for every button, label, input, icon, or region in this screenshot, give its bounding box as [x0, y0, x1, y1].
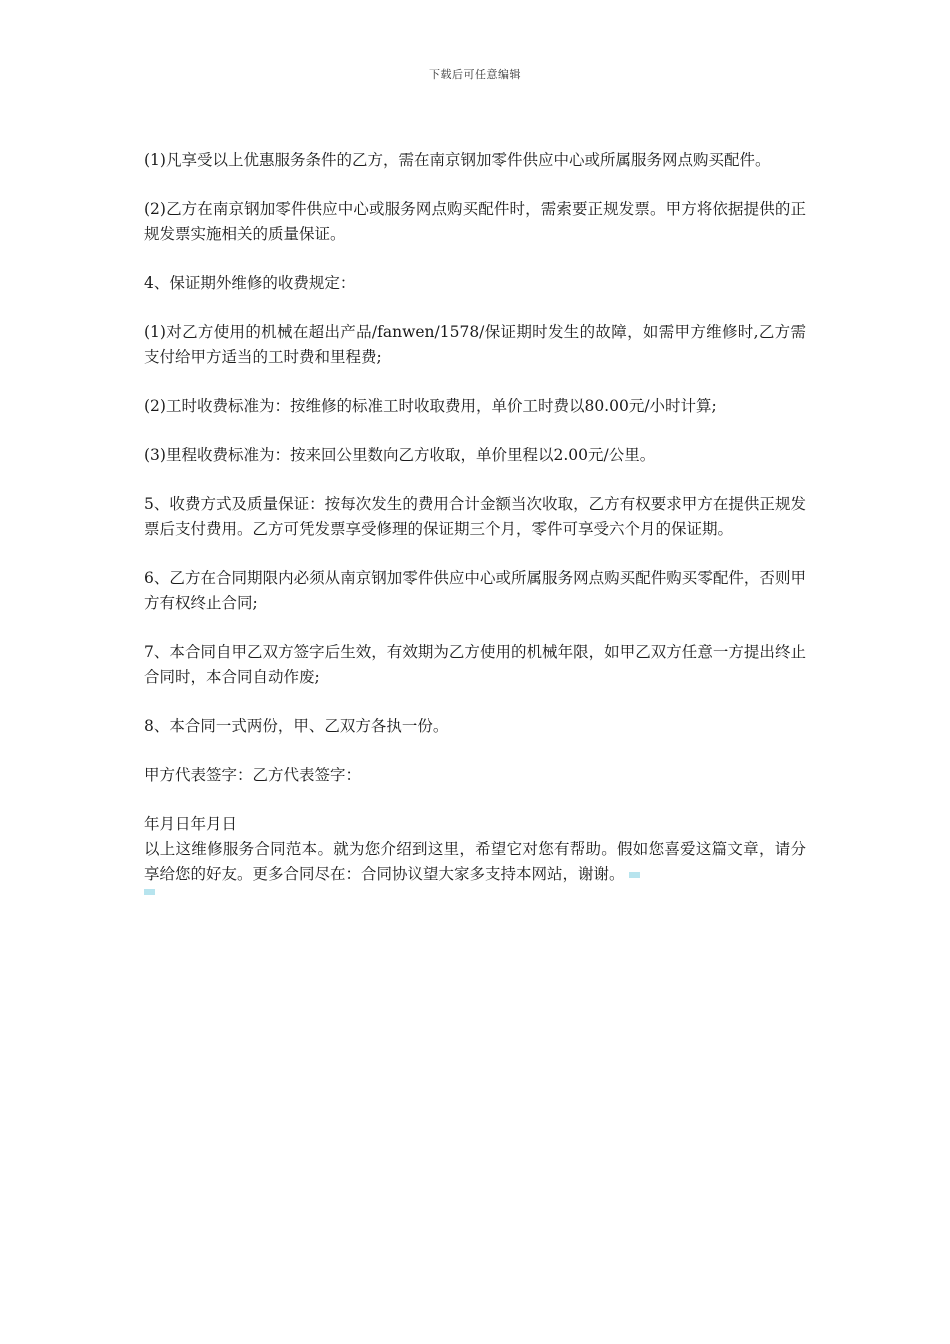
paragraph-labor-rate: (2)工时收费标准为：按维修的标准工时收取费用，单价工时费以80.00元/小时计算; [144, 397, 717, 415]
paragraph-copies: 8、本合同一式两份，甲、乙双方各执一份。 [144, 717, 449, 735]
closing-paragraph [144, 837, 806, 887]
highlight-marker [629, 872, 640, 878]
paragraph-mileage-rate: (3)里程收费标准为：按来回公里数向乙方收取，单价里程以2.00元/公里。 [144, 446, 656, 464]
paragraph-parts-purchase: (1)凡享受以上优惠服务条件的乙方，需在南京钢加零件供应中心或所属服务网点购买配件。 [144, 151, 771, 169]
date-line: 年月日年月日 [144, 815, 238, 833]
paragraph-validity: 7、本合同自甲乙双方签字后生效，有效期为乙方使用的机械年限，如甲乙双方任意一方提出终止合同时，本合同自动作废; [144, 643, 806, 686]
paragraph-invoice: (2)乙方在南京钢加零件供应中心或服务网点购买配件时，需索要正规发票。甲方将依据提供的正规发票实施相关的质量保证。 [144, 200, 806, 243]
closing-text: 以上这维修服务合同范本。就为您介绍到这里，希望它对您有帮助。假如您喜爱这篇文章，请分享给您的好友。更多合同尽在：合同协议望大家多支持本网站，谢谢。 [144, 840, 806, 883]
paragraph-parts-obligation: 6、乙方在合同期限内必须从南京钢加零件供应中心或所属服务网点购买配件购买零配件，否则甲方有权终止合同; [144, 569, 806, 612]
paragraph-payment-warranty: 5、收费方式及质量保证：按每次发生的费用合计金额当次收取，乙方有权要求甲方在提供正规发票后支付费用。乙方可凭发票享受修理的保证期三个月，零件可享受六个月的保证期。 [144, 495, 806, 538]
paragraph-out-of-warranty: (1)对乙方使用的机械在超出产品/fanwen/1578/保证期时发生的故障，如需甲方维修时,乙方需支付给甲方适当的工时费和里程费; [144, 323, 806, 366]
document-body [144, 148, 806, 895]
highlight-marker-end [144, 889, 155, 895]
signature-line: 甲方代表签字：乙方代表签字： [144, 766, 362, 784]
page-header: 下载后可任意编辑 [429, 68, 521, 81]
section-heading-fees: 4、保证期外维修的收费规定： [144, 274, 356, 292]
